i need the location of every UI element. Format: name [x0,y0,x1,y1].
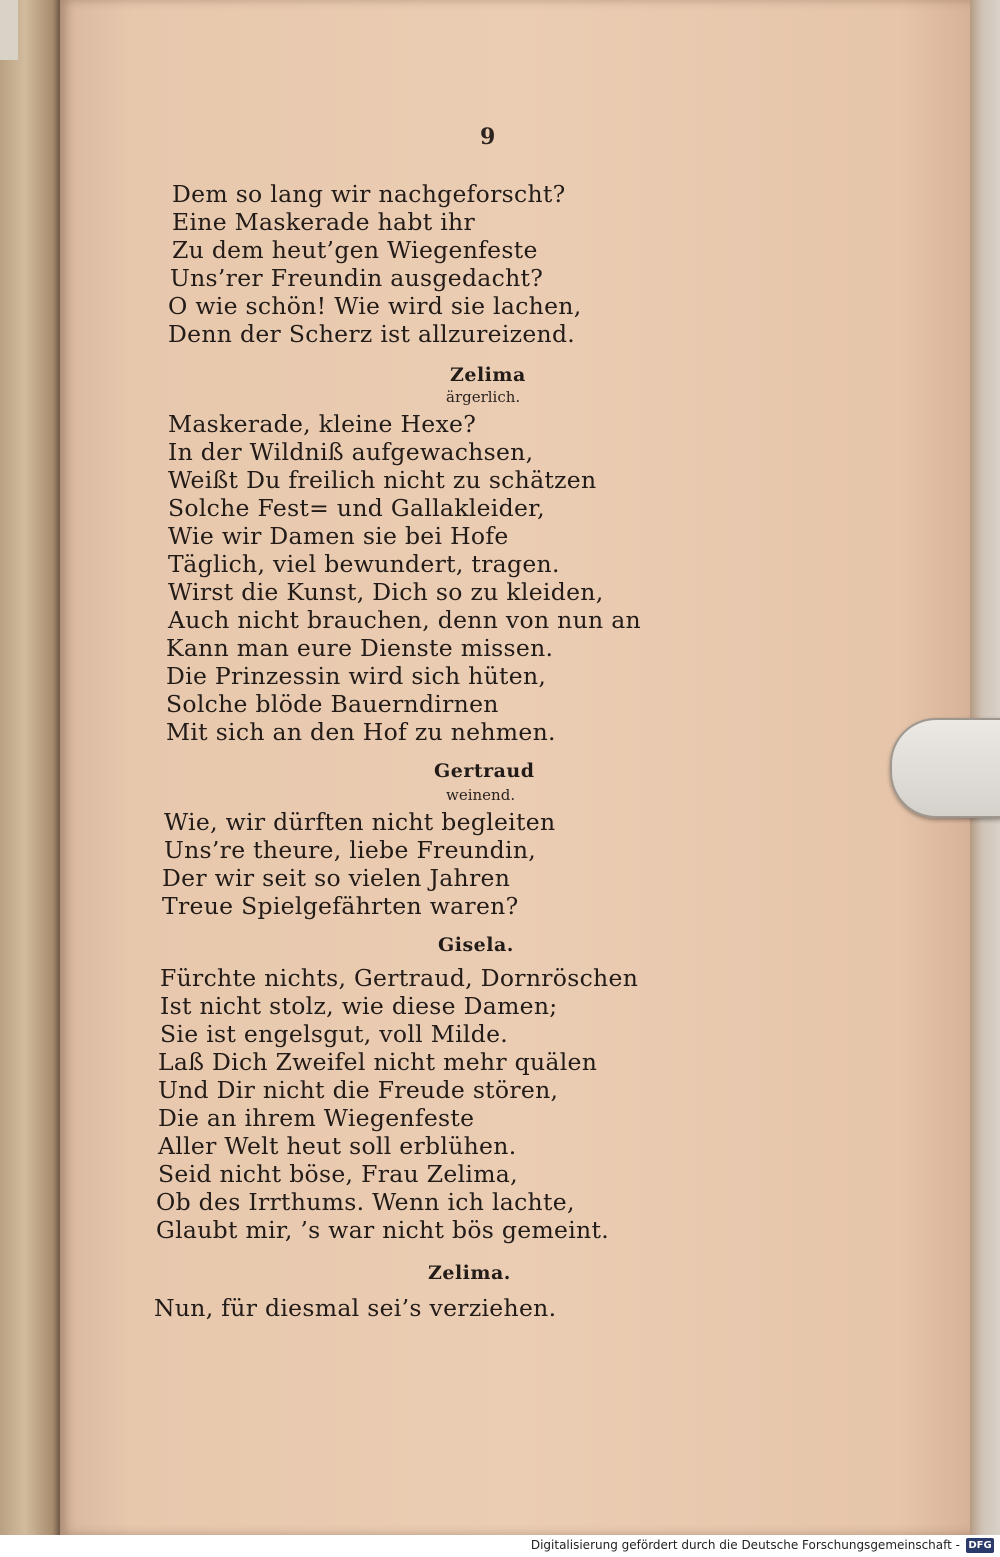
stage-direction: ärgerlich. [446,388,521,406]
speaker-name: Gisela. [438,934,514,956]
verse-line: Laß Dich Zweifel nicht mehr quälen [158,1048,598,1076]
verse-line: Weißt Du freilich nicht zu schätzen [168,466,597,494]
verse-line: Nun, für diesmal sei’s verziehen. [154,1294,557,1322]
verse-line: Fürchte nichts, Gertraud, Dornröschen [160,964,639,992]
page-number: 9 [480,124,496,150]
speaker-name: Zelima. [428,1262,511,1284]
verse-line: Auch nicht brauchen, denn von nun an [168,606,641,634]
verse-line: Der wir seit so vielen Jahren [162,864,511,892]
verse-line: Dem so lang wir nachgeforscht? [172,180,566,208]
verse-line: Die Prinzessin wird sich hüten, [166,662,547,690]
verse-line: Sie ist engelsgut, voll Milde. [160,1020,509,1048]
verse-line: Ist nicht stolz, wie diese Damen; [160,992,558,1020]
verse-line: Zu dem heut’gen Wiegenfeste [172,236,538,264]
verse-line: Die an ihrem Wiegenfeste [158,1104,475,1132]
verse-line: Treue Spielgefährten waren? [162,892,519,920]
verse-line: Solche blöde Bauerndirnen [166,690,499,718]
verse-line: Wirst die Kunst, Dich so zu kleiden, [168,578,604,606]
verse-line: Aller Welt heut soll erblühen. [158,1132,517,1160]
verse-line: Eine Maskerade habt ihr [172,208,476,236]
verse-line: Solche Fest= und Gallakleider, [168,494,545,522]
verse-line: Wie wir Damen sie bei Hofe [168,522,509,550]
verse-line: Glaubt mir, ’s war nicht bös gemeint. [156,1216,609,1244]
verse-line: Und Dir nicht die Freude stören, [158,1076,559,1104]
verse-line: Wie, wir dürften nicht begleiten [164,808,556,836]
verse-line: Maskerade, kleine Hexe? [168,410,477,438]
verse-line: Kann man eure Dienste missen. [166,634,554,662]
verse-line: Denn der Scherz ist allzureizend. [168,320,576,348]
dfg-logo: DFG [966,1538,994,1553]
funding-notice: Digitalisierung gefördert durch die Deutsche Forschungsgemeinschaft - [530,1538,960,1552]
verse-line: In der Wildniß aufgewachsen, [168,438,534,466]
speaker-name: Gertraud [434,760,535,782]
verse-line: Uns’re theure, liebe Freundin, [164,836,537,864]
speaker-name: Zelima [450,364,526,386]
stage-direction: weinend. [446,786,516,804]
verse-line: O wie schön! Wie wird sie lachen, [168,292,582,320]
verse-line: Uns’rer Freundin ausgedacht? [170,264,544,292]
verse-line: Mit sich an den Hof zu nehmen. [166,718,556,746]
verse-line: Täglich, viel bewundert, tragen. [168,550,560,578]
verse-line: Seid nicht böse, Frau Zelima, [158,1160,518,1188]
verse-line: Ob des Irrthums. Wenn ich lachte, [156,1188,575,1216]
footer-bar [0,1535,1000,1557]
